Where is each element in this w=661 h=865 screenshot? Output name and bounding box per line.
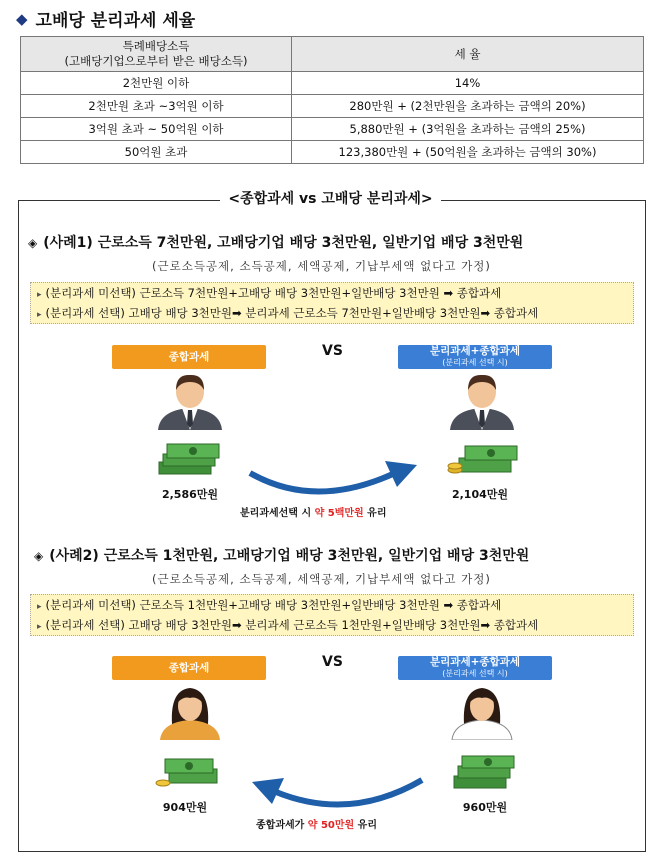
woman-icon xyxy=(150,684,230,740)
case1-advantage: 분리과세선택 시 약 5백만원 유리 xyxy=(240,508,387,519)
comparison-title: <종합과세 vs 고배당 분리과세> xyxy=(0,188,661,208)
case2-vs: VS xyxy=(322,654,343,670)
curved-arrow-right-icon xyxy=(245,455,425,500)
case2-title: ◈ (사례2) 근로소득 1천만원, 고배당기업 배당 3천만원, 일반기업 배당 3천만원 xyxy=(34,548,530,564)
table-cell-income: 2천만원 이하 xyxy=(21,72,292,95)
case1-right-badge: 분리과세+종합과세 (분리과세 선택 시) xyxy=(398,345,552,369)
table-header-rate: 세 율 xyxy=(292,37,644,72)
diamond-icon: ◆ xyxy=(16,9,28,28)
table-cell-rate: 280만원 + (2천만원을 초과하는 금액의 20%) xyxy=(292,95,644,118)
triangle-bullet-icon: ▸ xyxy=(37,310,42,320)
case2-right-badge: 분리과세+종합과세 (분리과세 선택 시) xyxy=(398,656,552,680)
page-title-text: 고배당 분리과세 세율 xyxy=(35,11,196,31)
page-title xyxy=(16,6,195,31)
case2-left-amount: 904만원 xyxy=(162,801,208,814)
money-stack-icon xyxy=(155,440,225,478)
case1-left-amount: 2,586만원 xyxy=(161,488,219,501)
case1-highlight-box xyxy=(30,282,634,324)
case1-title: ◈ (사례1) 근로소득 7천만원, 고배당기업 배당 3천만원, 일반기업 배당 3천만원 xyxy=(28,235,524,251)
table-row xyxy=(21,95,644,118)
case1-left-badge: 종합과세 xyxy=(112,345,266,369)
table-cell-income: 50억원 초과 xyxy=(21,141,292,164)
case2-advantage: 종합과세가 약 50만원 유리 xyxy=(256,820,377,831)
money-stack-icon xyxy=(448,752,518,792)
table-row xyxy=(21,141,644,164)
table-row xyxy=(21,72,644,95)
table-cell-income: 3억원 초과 ~ 50억원 이하 xyxy=(21,118,292,141)
money-stack-icon xyxy=(445,440,525,478)
man-icon xyxy=(150,372,230,430)
table-cell-rate: 5,880만원 + (3억원을 초과하는 금액의 25%) xyxy=(292,118,644,141)
case2-line1: ▸ (분리과세 미선택) 근로소득 1천만원+고배당 배당 3천만원+일반배당 3천만원 ➡ 종합과세 xyxy=(37,598,502,612)
table-cell-rate: 14% xyxy=(292,72,644,95)
curved-arrow-left-icon xyxy=(240,770,430,815)
table-header-income: 특례배당소득 (고배당기업으로부터 받은 배당소득) xyxy=(21,37,292,72)
case2-line2: ▸ (분리과세 선택) 고배당 배당 3천만원➡ 분리과세 근로소득 1천만원+일반배당 3천만원➡ 종합과세 xyxy=(37,618,539,632)
table-cell-rate: 123,380만원 + (50억원을 초과하는 금액의 30%) xyxy=(292,141,644,164)
table-row xyxy=(21,118,644,141)
tax-rate-table xyxy=(20,36,644,164)
case1-line2: ▸ (분리과세 선택) 고배당 배당 3천만원➡ 분리과세 근로소득 7천만원+일반배당 3천만원➡ 종합과세 xyxy=(37,306,539,320)
diamond-icon: ◈ xyxy=(28,236,38,250)
money-stack-icon xyxy=(155,755,225,791)
case1-assumption: (근로소득공제, 소득공제, 세액공제, 기납부세액 없다고 가정) xyxy=(152,259,491,273)
triangle-bullet-icon: ▸ xyxy=(37,290,42,300)
case2-highlight-box xyxy=(30,594,634,636)
table-header-row xyxy=(21,37,644,72)
case1-line1: ▸ (분리과세 미선택) 근로소득 7천만원+고배당 배당 3천만원+일반배당 3천만원 ➡ 종합과세 xyxy=(37,286,502,300)
triangle-bullet-icon: ▸ xyxy=(37,602,42,612)
triangle-bullet-icon: ▸ xyxy=(37,622,42,632)
case1-right-amount: 2,104만원 xyxy=(451,488,509,501)
case2-right-amount: 960만원 xyxy=(462,801,508,814)
man-icon xyxy=(442,372,522,430)
woman-icon xyxy=(442,684,522,740)
case1-vs: VS xyxy=(322,343,343,359)
table-cell-income: 2천만원 초과 ~3억원 이하 xyxy=(21,95,292,118)
case2-assumption: (근로소득공제, 소득공제, 세액공제, 기납부세액 없다고 가정) xyxy=(152,572,491,586)
diamond-icon: ◈ xyxy=(34,549,44,563)
case2-left-badge: 종합과세 xyxy=(112,656,266,680)
